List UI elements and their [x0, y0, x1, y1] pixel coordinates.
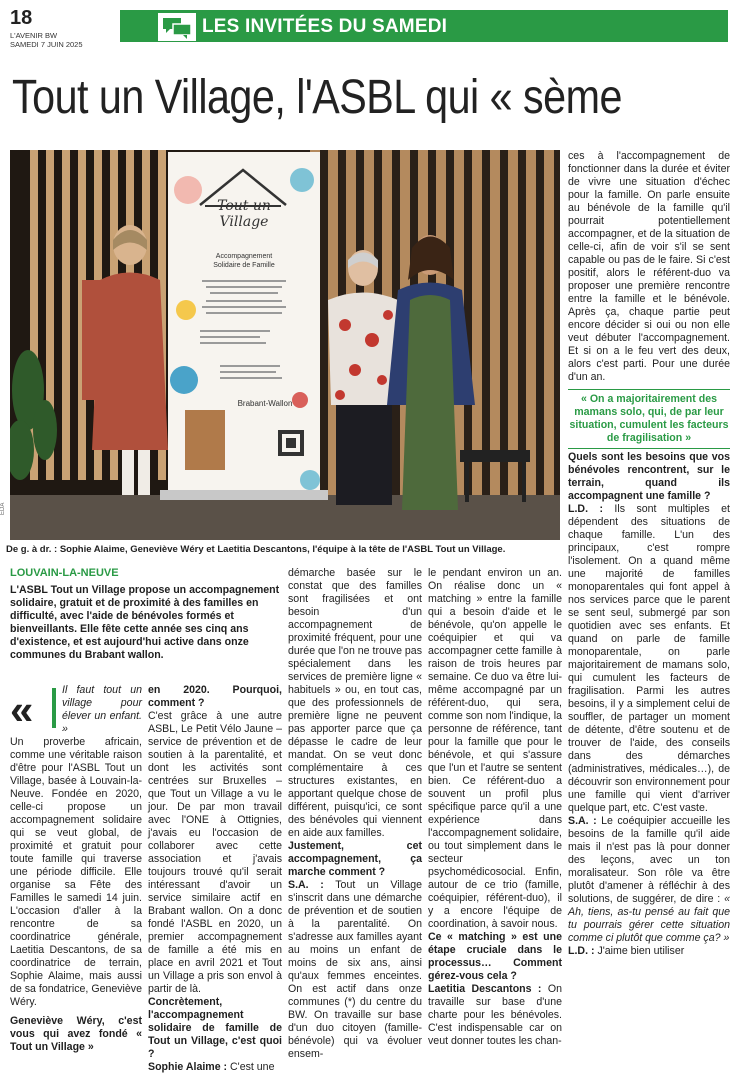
publication-info	[10, 31, 83, 49]
col4-paragraph: le pendant environ un an. On réalise donc un « matching » entre la famille qui a besoin d'aide et le bénévole, qu'on appelle le coéquipier et qui va accompagner cette famille à raison de trois heures par semaine. Ce duo va être lui-même accompagné par un référent-duo, qui sera, comme son nom l'indique, la personne de référence, tant pour la famille que pour le bénévole, et qui s'assure que l'un et l'autre se sentent bien. Ce référent-duo a souvent un profil plus spécifique parce qu'il a une expérience dans l'accompagnement solidaire, ou tout simplement dans le secteur psychomédicosocial. Enfin, autour de ce trio (famille, coéquipier, référent-duo), il y a encore l'équipe de coordination, à savoir nous.	[428, 567, 562, 930]
col5-speaker-2: S.A. :	[568, 815, 597, 827]
col1-paragraph: Un proverbe africain, comme une véritable raison d'être pour l'ASBL Tout un Village, basée à Louvain-la-Neuve. Fondée en 2020, celle-ci propose un accompagnement solidaire qui se veut global, de proximité et gratuit pour toute famille qui traverse une période difficile. Elle organise sa Fête des Familles le samedi 14 juin. L'occasion d'aller à la rencontre de sa coordinatrice générale, Laetitia Descantons, de sa coordinatrice de terrain, Sophie Alaime, mais aussi de sa fondatrice, Geneviève Wéry.	[10, 736, 142, 1008]
poster-region: Brabant-Wallon	[237, 399, 293, 408]
poster-brand-2: Village	[219, 214, 269, 230]
chat-bubbles-icon	[158, 13, 196, 41]
col2-answer-start: C'est une	[230, 1061, 275, 1073]
col5-answer-3: J'aime bien utiliser	[597, 945, 685, 957]
col3-question: Justement, cet accompagnement, ça marche comment ?	[288, 840, 422, 878]
col5-paragraph: ces à l'accompagnement de fonctionner dans la durée et éviter de vivre une situation d'échec pour la famille. On parle ensuite au bénévole de la famille qu'il pourrait potentiellement accompagner, et de la situation de celle-ci, afin de voir s'il se sent capable ou pas de le faire. Si c'est positif, alors le référent-duo va proposer une première rencontre entre la famille et le bénévole. Après ça, chaque partie peut encore décider si oui ou non elle veut débuter l'accompagnement. Et si on a le feu vert des deux, alors c'est parti. Pour une durée d'un an.	[568, 150, 730, 383]
headline: Tout un Village, l'ASBL qui « sème	[12, 71, 622, 124]
quote-accent-bar	[52, 688, 56, 728]
poster-subtitle-1: Accompagnement	[215, 253, 273, 260]
col2-question-end: en 2020. Pourquoi, comment ?	[148, 684, 282, 709]
col5-speaker-3: L.D. :	[568, 945, 595, 957]
col3-speaker: S.A. :	[288, 879, 324, 891]
opening-quote-mark: «	[10, 686, 34, 733]
location-label: LOUVAIN-LA-NEUVE	[10, 567, 119, 579]
poster-subtitle-2: Solidaire de Famille	[213, 262, 275, 269]
col5-answer: Ils sont multiples et dépendent des situations de chaque famille. L'un des principaux, c'est rompre l'isolement. On a quand même une majorité de familles monoparentales qui font appel à nos services parce que le parent se sent seul, submergé par son quotidien avec ses enfants. Et quand on parle de famille monoparentale, on parle majoritairement de mamans solo, qui cumulent les facteurs de fragilisation. Parmi les autres besoins, il y a simplement celui de souffler, de partager un moment de détente, d'être soutenu et de trouver de l'aide, des conseils dans des démarches (administratives, médicales…), de découvrir son environnement pour une famille qui vient d'arriver quelque part, etc. C'est vaste.	[568, 503, 730, 814]
col5-question: Quels sont les besoins que vos bénévoles rencontrent, sur le terrain, quand ils accompagnent une famille ?	[568, 451, 730, 502]
col3-paragraph: démarche basée sur le constat que des familles sont fragilisées et ont besoin d'un accompagnement de proximité fréquent, pour une durée que l'on ne trouve pas spécialement dans les services de première ligne « habituels » ou, en tout cas, que des professionnels de première ligne ne peuvent pas apporter parce que ça dépasse le cadre de leur mandat. On se veut donc complémentaire à ces structures existantes, en apportant quelque chose de différent, puisqu'ici, ce sont des bénévoles qui viennent en aide aux familles.	[288, 567, 422, 839]
col5-answer-2: Le coéquipier accueille les besoins de la famille qu'il aide mais il n'est pas là pour donner des leçons, avec un ton moralisateur. Son rôle va être plutôt d'amener à réfléchir à des solutions, de suggérer, de dire :	[568, 815, 730, 905]
lead-quote: Il faut tout un village pour élever un enfant. »	[62, 684, 142, 735]
column-4-text	[428, 567, 562, 1048]
column-5-text	[568, 150, 730, 958]
column-2-text	[148, 684, 282, 1074]
col2-question: Concrètement, l'accompagnement solidaire de famille de Tout un Village, c'est quoi ?	[148, 996, 282, 1060]
poster-brand-1: Tout un	[217, 198, 271, 214]
col3-answer: Tout un Village s'inscrit dans une démarche de prévention et de soutien à la parentalité. On s'adresse aux familles ayant au moins un enfant de moins de six ans, ainsi qu'aux femmes enceintes. On est actif dans onze communes (*) du centre du BW. On travaille sur base d'un duo citoyen (famille-bénévole) qui va évoluer ensem-	[288, 879, 422, 1060]
col1-question: Geneviève Wéry, c'est vous qui avez fondé « Tout un Village »	[10, 1015, 142, 1053]
photo-illustration	[10, 150, 560, 540]
col5-speaker: L.D. :	[568, 503, 603, 515]
col5-italic-quote: « Ah, tiens, as-tu pensé au fait que tu pourrais gérer cette situation comme ci plutôt que comme ça? »	[568, 893, 730, 944]
col4-question: Ce « matching » est une étape cruciale dans le processus… Comment gérez-vous cela ?	[428, 931, 562, 982]
photo-caption: De g. à dr. : Sophie Alaime, Geneviève Wéry et Laetitia Descantons, l'équipe à la tête de l'ASBL Tout un Village.	[6, 544, 506, 555]
article-photo	[10, 150, 560, 540]
col4-answer: On travaille sur base d'une charte pour les bénévoles. C'est indispensable car on veut donner toutes les chan-	[428, 983, 562, 1047]
column-1-text	[10, 736, 142, 1054]
column-3-text	[288, 567, 422, 1061]
page-number: 18	[10, 7, 33, 29]
intro-paragraph: L'ASBL Tout un Village propose un accompagnement solidaire, gratuit et de proximité à des familles en difficulté, avec l'aide de bénévoles formés et bienveillants. Elle fête cette année ses cinq ans d'existence, et est aujourd'hui active dans onze communes du Brabant wallon.	[10, 584, 280, 661]
pull-quote: « On a majoritairement des mamans solo, qui, de par leur situation, cumulent les facteurs de fragilisation »	[569, 393, 729, 444]
col2-speaker: Sophie Alaime :	[148, 1061, 228, 1073]
section-title: LES INVITÉES DU SAMEDI	[202, 16, 448, 37]
photo-credit: EDA	[0, 502, 6, 515]
pullquote-rule-top	[568, 389, 730, 390]
col2-paragraph: C'est grâce à une autre ASBL, Le Petit Vélo Jaune – service de prévention et de soutien à la parentalité, et dont les activités sont centrées sur Bruxelles – que Tout un Village a vu le jour. De par mon travail avec l'ONE à Ottignies, j'avais eu l'occasion de collaborer avec cette association et j'avais toujours trouvé qu'il serait intéressant d'avoir un service similaire actif en Brabant wallon. On a donc fondé l'ASBL en 2020, un premier accompagnement de famille a été mis en place en avril 2021 et Tout un Village a pris son envol à partir de là.	[148, 710, 282, 995]
publication-date: SAMEDI 7 JUIN 2025	[10, 40, 83, 49]
publication-name: L'AVENIR BW	[10, 31, 58, 40]
col4-speaker: Laetitia Descantons :	[428, 983, 542, 995]
pullquote-rule-bottom	[568, 448, 730, 449]
